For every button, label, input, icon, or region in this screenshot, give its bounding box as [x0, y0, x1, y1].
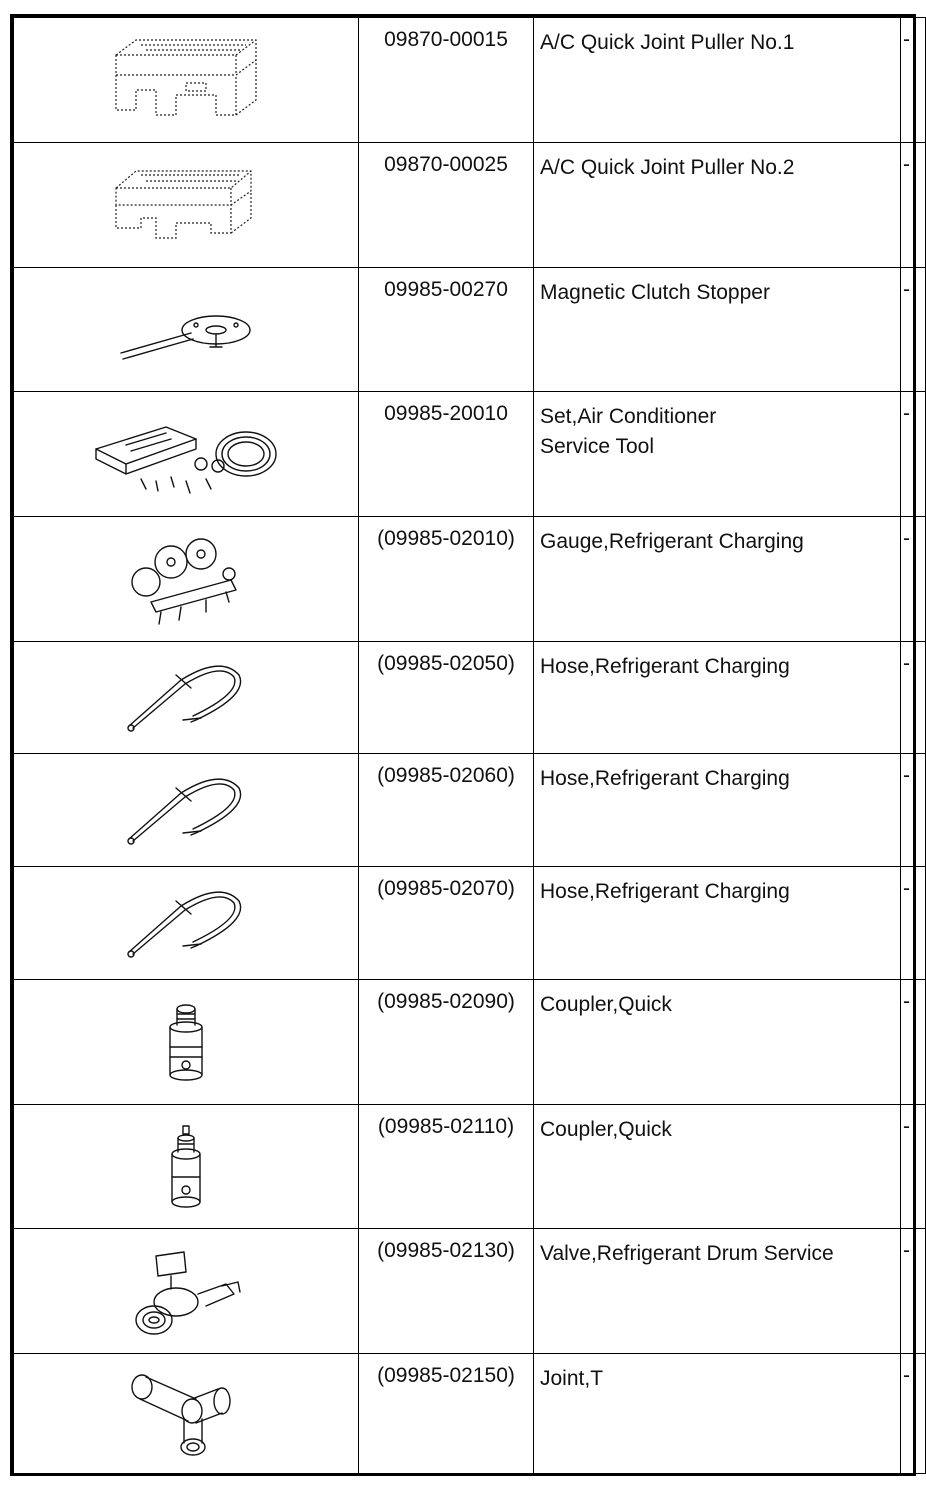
- tool-illustration-cell: [14, 980, 359, 1105]
- tool-illustration-cell: [14, 18, 359, 143]
- note-cell: -: [901, 1354, 926, 1474]
- table-row: [14, 1105, 926, 1229]
- part-name: Coupler,Quick: [534, 980, 901, 1105]
- gauge-manifold-icon: [121, 532, 251, 627]
- charging-hose-icon: [121, 773, 251, 848]
- puller-block-icon: [101, 163, 271, 248]
- part-number: 09870-00025: [359, 143, 534, 268]
- part-number: (09985-02050): [359, 642, 534, 754]
- note-cell: -: [901, 517, 926, 642]
- note-cell: -: [901, 642, 926, 754]
- tool-illustration-cell: [14, 642, 359, 754]
- part-name: Coupler,Quick: [534, 1105, 901, 1229]
- part-name: Gauge,Refrigerant Charging: [534, 517, 901, 642]
- quick-coupler-icon: [156, 997, 216, 1087]
- table-row: [14, 980, 926, 1105]
- tool-illustration-cell: [14, 754, 359, 867]
- drum-valve-icon: [126, 1244, 246, 1339]
- tool-illustration-cell: [14, 517, 359, 642]
- part-number: (09985-02110): [359, 1105, 534, 1229]
- note-cell: -: [901, 1229, 926, 1354]
- part-name: A/C Quick Joint Puller No.2: [534, 143, 901, 268]
- part-number: (09985-02130): [359, 1229, 534, 1354]
- charging-hose-icon: [121, 886, 251, 961]
- part-number: (09985-02060): [359, 754, 534, 867]
- part-name: Magnetic Clutch Stopper: [534, 268, 901, 392]
- tool-set-icon: [86, 409, 286, 499]
- part-number: (09985-02070): [359, 867, 534, 980]
- note-cell: -: [901, 392, 926, 517]
- part-name: Joint,T: [534, 1354, 901, 1474]
- part-name: A/C Quick Joint Puller No.1: [534, 18, 901, 143]
- part-number: 09985-00270: [359, 268, 534, 392]
- table-row: [14, 392, 926, 517]
- tool-table-frame: [10, 14, 916, 1476]
- table-row: [14, 642, 926, 754]
- table-row: [14, 1229, 926, 1354]
- table-row: [14, 517, 926, 642]
- note-cell: -: [901, 980, 926, 1105]
- note-cell: -: [901, 1105, 926, 1229]
- tool-illustration-cell: [14, 1105, 359, 1229]
- charging-hose-icon: [121, 660, 251, 735]
- part-name: Hose,Refrigerant Charging: [534, 642, 901, 754]
- table-row: [14, 754, 926, 867]
- quick-coupler-icon: [156, 1122, 216, 1212]
- note-cell: -: [901, 18, 926, 143]
- clutch-stopper-icon: [116, 295, 256, 365]
- table-row: [14, 268, 926, 392]
- part-name: Valve,Refrigerant Drum Service: [534, 1229, 901, 1354]
- part-number: 09870-00015: [359, 18, 534, 143]
- tool-illustration-cell: [14, 867, 359, 980]
- puller-block-icon: [96, 35, 276, 125]
- tool-illustration-cell: [14, 1229, 359, 1354]
- part-name: Hose,Refrigerant Charging: [534, 754, 901, 867]
- note-cell: -: [901, 143, 926, 268]
- table-row: [14, 1354, 926, 1474]
- tool-illustration-cell: [14, 392, 359, 517]
- note-cell: -: [901, 754, 926, 867]
- part-name: Set,Air Conditioner Service Tool: [534, 392, 901, 517]
- note-cell: -: [901, 867, 926, 980]
- part-number: 09985-20010: [359, 392, 534, 517]
- part-number: (09985-02150): [359, 1354, 534, 1474]
- tool-illustration-cell: [14, 1354, 359, 1474]
- table-row: [14, 867, 926, 980]
- part-name: Hose,Refrigerant Charging: [534, 867, 901, 980]
- note-cell: -: [901, 268, 926, 392]
- special-tools-table: [13, 17, 926, 1474]
- table-row: [14, 18, 926, 143]
- part-number: (09985-02090): [359, 980, 534, 1105]
- tool-illustration-cell: [14, 143, 359, 268]
- tool-illustration-cell: [14, 268, 359, 392]
- t-joint-icon: [126, 1369, 246, 1459]
- table-row: [14, 143, 926, 268]
- part-number: (09985-02010): [359, 517, 534, 642]
